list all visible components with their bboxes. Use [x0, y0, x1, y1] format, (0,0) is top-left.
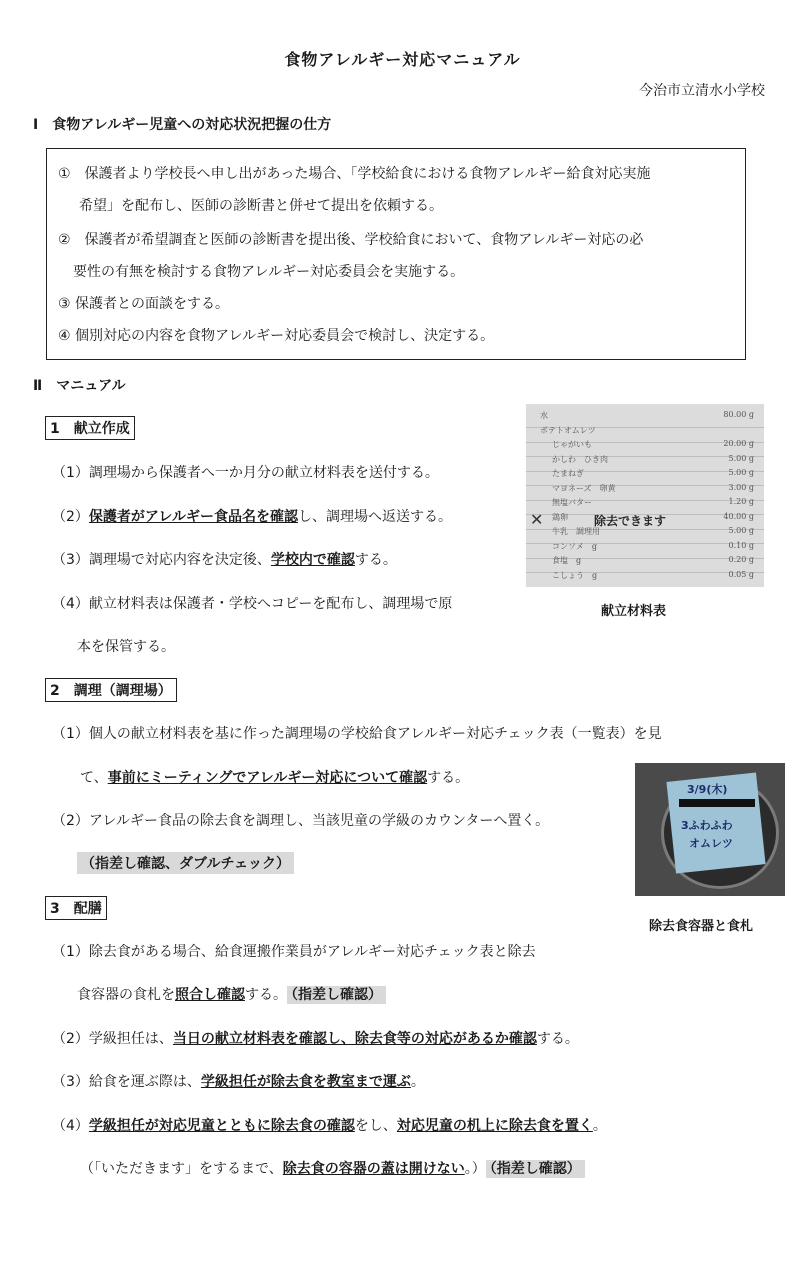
list-item: 要性の有無を検討する食物アレルギー対応委員会を実施する。 [73, 264, 465, 280]
section-2-heading: Ⅱ マニュアル [33, 378, 126, 394]
menu-row-name: ポテトオムレツ [540, 425, 596, 435]
text-line: （4）学級担任が対応児童とともに除去食の確認をし、対応児童の机上に除去食を置く。 [52, 1118, 607, 1134]
menu-row-qty: 5.00 g [728, 468, 754, 477]
list-item: ② 保護者が希望調査と医師の診断書を提出後、学校給食において、食物アレルギー対応の必 [58, 232, 644, 248]
menu-row-name: コンソメ g [552, 541, 597, 551]
menu-row-qty: 40.00 g [723, 511, 754, 521]
menu-row [526, 568, 764, 588]
text-line: （3）給食を運ぶ際は、学級担任が除去食を教室まで運ぶ。 [52, 1074, 425, 1090]
menu-row-qty: 5.00 g [728, 526, 754, 535]
menu-row-qty: 0.10 g [728, 540, 754, 550]
text-line: 本を保管する。 [77, 639, 175, 655]
pointing-check-note: （指差し確認、ダブルチェック） [77, 852, 294, 874]
list-item: ① 保護者より学校長へ申し出があった場合、「学校給食における食物アレルギー給食対応実施 [58, 166, 651, 182]
text-line: （1）個人の献立材料表を基に作った調理場の学校給食アレルギー対応チェック表（一覧表）を見 [52, 726, 662, 742]
cross-mark-icon: ✕ [530, 510, 544, 529]
menu-row-name: 鶏卵 [552, 512, 568, 522]
tag-text-1: 3ふわふわ [681, 819, 733, 832]
text-line: （4）献立材料表は保護者・学校へコピーを配布し、調理場で原 [52, 596, 453, 612]
text-line: て、事前にミーティングでアレルギー対応について確認する。 [80, 770, 470, 786]
container-caption: 除去食容器と食札 [649, 919, 754, 934]
menu-row-name: 牛乳 調理用 [552, 527, 600, 536]
list-item: ③ 保護者との面談をする。 [58, 296, 230, 312]
menu-row-qty: 1.20 g [728, 497, 754, 506]
menu-material-caption: 献立材料表 [601, 604, 667, 619]
list-item: ④ 個別対応の内容を食物アレルギー対応委員会で検討し、決定する。 [58, 328, 495, 344]
tag-date: 3/9(木) [687, 783, 728, 796]
menu-material-photo [526, 404, 764, 587]
container-photo [635, 763, 785, 896]
text-line: （1）調理場から保護者へ一か月分の献立材料表を送付する。 [52, 465, 439, 481]
text-line: （2）学級担任は、当日の献立材料表を確認し、除去食等の対応があるか確認する。 [52, 1031, 579, 1047]
menu-row-name: こしょう g [552, 570, 598, 580]
document-title: 食物アレルギー対応マニュアル [284, 50, 521, 69]
menu-row-qty: 20.00 g [723, 439, 754, 448]
menu-row-name: マヨネーズ 卵黄 [552, 483, 616, 493]
menu-row-name: かしわ ひき肉 [552, 454, 608, 464]
menu-row-qty: 80.00 g [723, 410, 754, 419]
list-item: 希望」を配布し、医師の診断書と併せて提出を依頼する。 [79, 198, 443, 214]
menu-row-name: 無塩バター [552, 498, 592, 507]
menu-row-qty: 0.05 g [728, 569, 754, 579]
text-line: （2）アレルギー食品の除去食を調理し、当該児童の学級のカウンターへ置く。 [52, 813, 550, 829]
text-line: 食容器の食札を照合し確認する。 （指差し確認） [77, 984, 386, 1004]
text-line: （3）調理場で対応内容を決定後、学校内で確認する。 [52, 552, 397, 568]
section-1-box [46, 148, 746, 360]
section-1-heading: Ⅰ 食物アレルギー児童への対応状況把握の仕方 [33, 117, 332, 133]
menu-row-qty: 3.00 g [728, 482, 754, 492]
menu-row-name: 食塩 g [552, 556, 582, 565]
tag-text-2: オムレツ [689, 837, 733, 850]
menu-row-qty: 0.20 g [728, 555, 754, 564]
menu-row-qty: 5.00 g [728, 453, 754, 463]
handwritten-note: 除去できます [594, 514, 667, 528]
menu-row-name: たまねぎ [552, 469, 584, 478]
menu-row-name: 水 [540, 411, 548, 420]
subsection-1-title: 1 献立作成 [45, 416, 135, 440]
school-name: 今治市立清水小学校 [639, 83, 765, 99]
text-line: （1）除去食がある場合、給食運搬作業員がアレルギー対応チェック表と除去 [52, 944, 536, 960]
text-line: （2）保護者がアレルギー食品名を確認し、調理場へ返送する。 [52, 509, 453, 525]
menu-row-name: じゃがいも [552, 440, 592, 449]
subsection-3-title: 3 配膳 [45, 896, 107, 920]
subsection-2-title: 2 調理（調理場） [45, 678, 177, 702]
text-line: （「いただきます」をするまで、除去食の容器の蓋は開けない。） （指差し確認） [80, 1158, 585, 1178]
